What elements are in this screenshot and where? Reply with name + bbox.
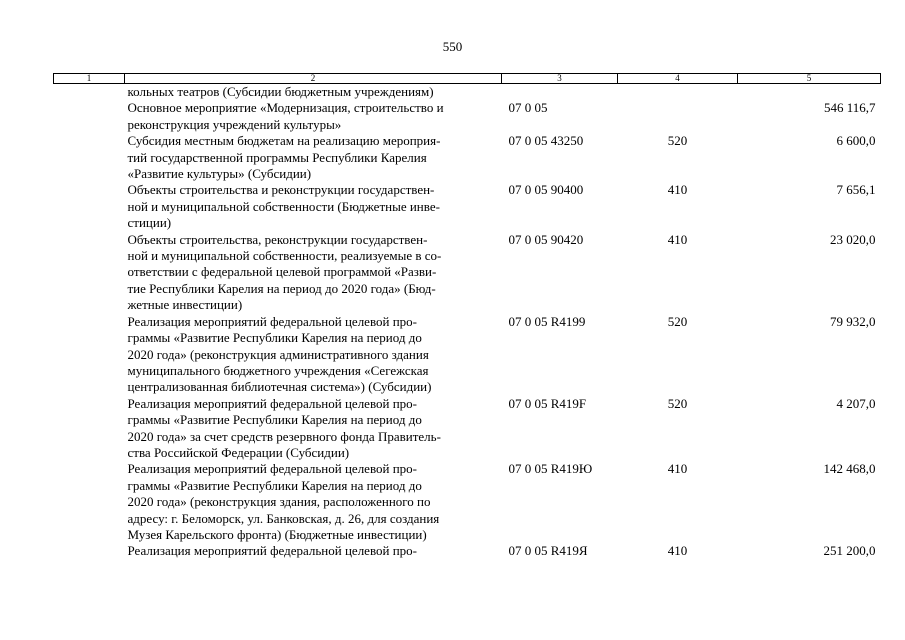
row-name-line: Объекты строительства, реконструкции государствен- bbox=[127, 231, 428, 247]
row-name-line: ной и муниципальной собственности (Бюджетные инве- bbox=[127, 198, 440, 214]
empty-cell bbox=[54, 461, 125, 543]
row-amount: 251 200,0 bbox=[823, 543, 876, 559]
table-row bbox=[54, 100, 881, 133]
row-code: 07 0 05 R419Я bbox=[508, 543, 588, 559]
header-col-2: 2 bbox=[125, 74, 502, 84]
table-row bbox=[54, 133, 881, 182]
row-amount: 142 468,0 bbox=[823, 461, 876, 477]
header-col-5: 5 bbox=[738, 74, 881, 84]
row-name-line: стиции) bbox=[127, 215, 172, 231]
empty-cell bbox=[54, 100, 125, 133]
row-amount: 23 020,0 bbox=[830, 231, 876, 247]
row-name-line: Реализация мероприятий федеральной целевой про- bbox=[127, 313, 417, 329]
row-amount: 7 656,1 bbox=[836, 182, 876, 198]
row-expense-type: 410 bbox=[667, 461, 688, 477]
row-name bbox=[125, 133, 502, 182]
row-amount: 4 207,0 bbox=[836, 395, 876, 411]
table-row bbox=[54, 543, 881, 559]
row-name-line: централизованная библиотечная система») (Субсидии) bbox=[127, 379, 432, 395]
row-name-line: Реализация мероприятий федеральной целевой про- bbox=[127, 543, 417, 559]
row-name-line: граммы «Развитие Республики Карелия на период до bbox=[127, 330, 422, 346]
empty-cell bbox=[54, 182, 125, 231]
row-name-line: Субсидия местным бюджетам на реализацию мероприя- bbox=[127, 133, 441, 149]
header-col-4: 4 bbox=[618, 74, 738, 84]
row-code: 07 0 05 R419Ю bbox=[508, 461, 593, 477]
row-code: 07 0 05 43250 bbox=[508, 133, 584, 149]
row-name bbox=[125, 314, 502, 396]
row-name-line: Реализация мероприятий федеральной целевой про- bbox=[127, 461, 417, 477]
row-name bbox=[125, 396, 502, 462]
row-name-line: тий государственной программы Республики Карелия bbox=[127, 149, 427, 165]
row-name-line: Реализация мероприятий федеральной целевой про- bbox=[127, 395, 417, 411]
table-header bbox=[54, 74, 881, 84]
row-name-line: кольных театров (Субсидии бюджетным учреждениям) bbox=[127, 84, 434, 99]
budget-table bbox=[53, 73, 881, 560]
page-number: 550 bbox=[442, 39, 463, 54]
row-name-line: адресу: г. Беломорск, ул. Банковская, д. 26, для создания bbox=[127, 510, 440, 526]
row-name-line: граммы «Развитие Республики Карелия на период до bbox=[127, 412, 422, 428]
table-row bbox=[54, 232, 881, 314]
row-name bbox=[125, 84, 502, 101]
row-code: 07 0 05 R419F bbox=[508, 395, 587, 411]
empty-cell bbox=[54, 396, 125, 462]
row-name bbox=[125, 232, 502, 314]
row-amount bbox=[738, 84, 881, 101]
row-name-line: ответствии с федеральной целевой программой «Разви- bbox=[127, 264, 437, 280]
row-name-line: жетные инвестиции) bbox=[127, 297, 243, 313]
table-row bbox=[54, 396, 881, 462]
row-expense-type bbox=[618, 84, 738, 101]
row-name-line: 2020 года» (реконструкция здания, расположенного по bbox=[127, 494, 431, 510]
row-code: 07 0 05 R4199 bbox=[508, 313, 586, 329]
empty-cell bbox=[54, 133, 125, 182]
empty-cell bbox=[54, 314, 125, 396]
row-code: 07 0 05 90400 bbox=[508, 182, 584, 198]
row-name bbox=[125, 182, 502, 231]
empty-cell bbox=[54, 84, 125, 101]
row-amount: 79 932,0 bbox=[830, 313, 876, 329]
row-expense-type: 520 bbox=[667, 395, 688, 411]
row-name-line: реконструкция учреждений культуры» bbox=[127, 116, 342, 132]
row-name-line: 2020 года» за счет средств резервного фонда Правитель- bbox=[127, 428, 441, 444]
row-expense-type: 410 bbox=[667, 543, 688, 559]
row-name-line: «Развитие культуры» (Субсидии) bbox=[127, 166, 312, 182]
table-row bbox=[54, 182, 881, 231]
empty-cell bbox=[54, 232, 125, 314]
row-code bbox=[502, 84, 618, 101]
row-expense-type: 410 bbox=[667, 231, 688, 247]
table-row bbox=[54, 314, 881, 396]
row-code: 07 0 05 bbox=[508, 100, 548, 116]
row-name bbox=[125, 461, 502, 543]
row-name-line: ной и муниципальной собственности, реализуемые в со- bbox=[127, 248, 442, 264]
row-name-line: Музея Карельского фронта) (Бюджетные инвестиции) bbox=[127, 526, 427, 542]
row-name-line: Основное мероприятие «Модернизация, строительство и bbox=[127, 100, 444, 116]
row-code: 07 0 05 90420 bbox=[508, 231, 584, 247]
row-expense-type: 520 bbox=[667, 133, 688, 149]
row-amount: 6 600,0 bbox=[836, 133, 876, 149]
row-name-line: тие Республики Карелия на период до 2020 года» (Бюд- bbox=[127, 280, 436, 296]
row-expense-type bbox=[618, 100, 738, 133]
empty-cell bbox=[54, 543, 125, 559]
header-col-3: 3 bbox=[502, 74, 618, 84]
table-body bbox=[54, 84, 881, 560]
row-amount: 546 116,7 bbox=[823, 100, 876, 116]
row-name-line: граммы «Развитие Республики Карелия на период до bbox=[127, 477, 422, 493]
row-name-line: муниципального бюджетного учреждения «Сегежская bbox=[127, 362, 429, 378]
row-name-line: ства Российской Федерации (Субсидии) bbox=[127, 444, 350, 460]
row-expense-type: 410 bbox=[667, 182, 688, 198]
row-name bbox=[125, 100, 502, 133]
table-row bbox=[54, 84, 881, 101]
row-name bbox=[125, 543, 502, 559]
row-name-line: Объекты строительства и реконструкции государствен- bbox=[127, 182, 435, 198]
row-name-line: 2020 года» (реконструкция административного здания bbox=[127, 346, 429, 362]
row-expense-type: 520 bbox=[667, 313, 688, 329]
table-row bbox=[54, 461, 881, 543]
header-col-1: 1 bbox=[54, 74, 125, 84]
